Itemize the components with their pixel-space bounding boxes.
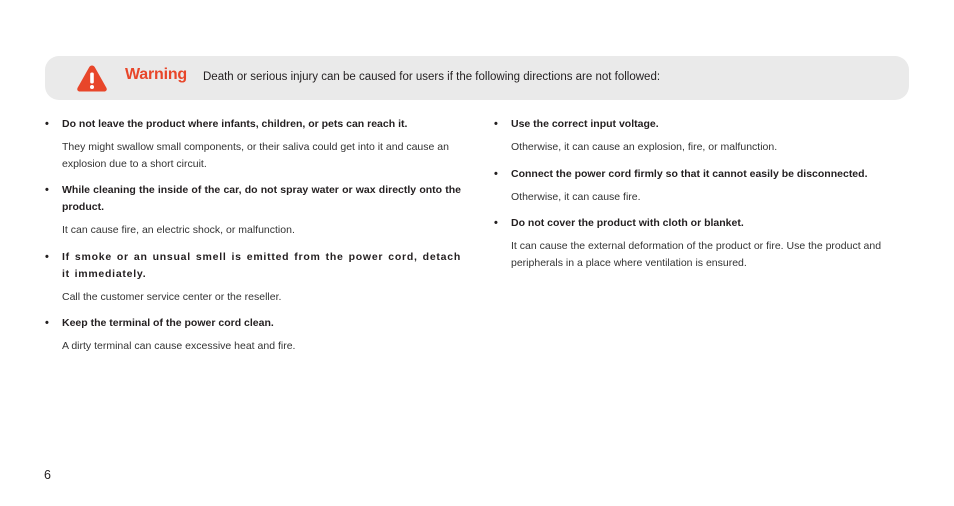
item-heading: Do not leave the product where infants, children, or pets can reach it. [62, 118, 408, 130]
warning-banner [45, 56, 909, 100]
item-heading: Connect the power cord firmly so that it cannot easily be disconnected. [511, 167, 868, 180]
bullet: • [45, 250, 49, 263]
bullet: • [494, 167, 498, 180]
item-body: Otherwise, it can cause an explosion, fire, or malfunction. [511, 141, 778, 153]
right-column [494, 116, 910, 281]
page-number: 6 [44, 468, 51, 482]
warning-description: Death or serious injury can be caused for users if the following directions are not followed: [203, 71, 661, 83]
item-heading: If smoke or an unsual smell is emitted from the power cord, detach it immediately. [62, 250, 461, 280]
item-body: It can cause the external deformation of the product or fire. Use the product and peripherals in a place where ventilation is ensured. [511, 240, 882, 269]
item-heading: Do not cover the product with cloth or blanket. [511, 217, 744, 229]
item-body: It can cause fire, an electric shock, or malfunction. [62, 224, 295, 236]
item-body: Call the customer service center or the reseller. [62, 290, 282, 303]
bullet: • [494, 118, 498, 130]
item-body: Otherwise, it can cause fire. [511, 190, 641, 203]
list-item [494, 116, 910, 156]
left-column [45, 116, 461, 365]
list-item [45, 116, 461, 172]
list-item [494, 215, 910, 271]
list-item [45, 182, 461, 239]
item-body: A dirty terminal can cause excessive heat and fire. [62, 340, 296, 352]
item-body: They might swallow small components, or their saliva could get into it and cause an explosion due to a short circuit. [62, 141, 449, 170]
item-heading: While cleaning the inside of the car, do not spray water or wax directly onto the product. [62, 184, 461, 213]
item-heading: Keep the terminal of the power cord clean. [62, 317, 274, 329]
bullet: • [494, 217, 498, 229]
bullet: • [45, 184, 49, 196]
bullet: • [45, 118, 49, 130]
list-item [494, 166, 910, 206]
list-item [45, 315, 461, 355]
item-heading: Use the correct input voltage. [511, 118, 659, 130]
bullet: • [45, 317, 49, 329]
warning-title: Warning [125, 66, 187, 83]
warning-triangle-icon [76, 64, 108, 93]
list-item [45, 249, 461, 306]
